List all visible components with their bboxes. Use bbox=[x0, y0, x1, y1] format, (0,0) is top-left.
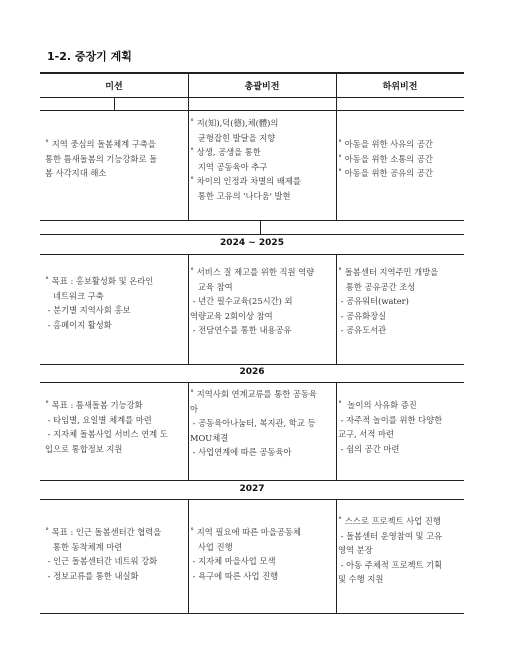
period-staff: ˚ 서비스 질 제고를 위한 직원 역량 교육 참여 - 년간 필수교육(25시간) 외 역량교육 2회이상 참여 - 전담연수를 통한 내용공유 bbox=[190, 267, 315, 335]
header-sub-vision: 하위비전 bbox=[382, 82, 418, 92]
mission-text: ˚ 지역 중심의 돌봄체계 구축을 통한 틈새돌봄의 기능강화로 돌 봄 사각지대 해소 bbox=[45, 139, 158, 178]
col-divider bbox=[336, 383, 337, 480]
header-divider bbox=[40, 97, 464, 98]
vision-spacer bbox=[40, 234, 464, 235]
col-divider bbox=[336, 72, 337, 110]
vision-bottom bbox=[40, 220, 464, 221]
year-divider bbox=[40, 382, 464, 383]
col-divider bbox=[188, 500, 189, 613]
period-staff: ˚ 지역 필요에 따른 마을공동체 사업 진행 - 지자체 마을사업 모색 - 욕구에 따른 사업 진행 bbox=[190, 527, 301, 581]
sub-vision-text: ˚ 아동을 위한 사유의 공간 ˚ 아동을 위한 소통의 공간 ˚ 아동을 위한 공유의 공간 bbox=[338, 139, 433, 178]
period-space: ˚ 스스로 프로젝트 사업 진행 - 돌봄센터 운영참여 및 고유 영역 분장 - 아동 주체적 프로젝트 기획 및 수행 지원 bbox=[338, 516, 443, 584]
period-year: 2026 bbox=[239, 367, 265, 377]
period-staff: ˚ 지역사회 연계교류를 통한 공동육 아 - 공동육아나눔터, 복지관, 학교 등 MOU체결 - 사업연계에 따른 공동육아 bbox=[190, 389, 317, 457]
period-goal: ˚ 목표 : 인근 돌봄센터간 협력을 통한 동착체계 마련 - 인근 돌봄센터간 네트워 강화 - 정보교류를 통한 내실화 bbox=[45, 527, 162, 581]
table-top-border bbox=[40, 72, 464, 74]
col-divider bbox=[336, 500, 337, 613]
col-divider bbox=[336, 255, 337, 364]
col-divider bbox=[188, 383, 189, 480]
period-space: ˚ 놀이의 사유화 증진 - 자주적 놀이를 위한 다양한 교구, 서적 마련 - 쉼의 공간 마련 bbox=[338, 400, 443, 454]
period-year: 2027 bbox=[239, 484, 265, 494]
header-mission: 미션 bbox=[105, 82, 123, 92]
period-goal: ˚ 목표 : 틈새돌봄 기능강화 - 타임별, 요일별 체계를 마련 - 지자체 돌봄사업 서비스 연계 도 입으로 통합정보 지원 bbox=[45, 400, 168, 454]
header-overall-vision: 총괄비전 bbox=[244, 82, 280, 92]
col-divider bbox=[260, 220, 261, 234]
col-divider bbox=[188, 72, 189, 110]
spacer-divider bbox=[40, 110, 464, 111]
year-divider bbox=[40, 254, 464, 255]
section-title: 1-2. 중장기 계획 bbox=[47, 50, 132, 63]
period-year: 2024 ~ 2025 bbox=[220, 238, 284, 248]
period-bottom bbox=[40, 364, 464, 365]
table-bottom-border bbox=[40, 613, 464, 614]
year-divider bbox=[40, 499, 464, 500]
col-divider bbox=[188, 255, 189, 364]
period-space: ˚ 돌봄센터 지역주민 개방을 통한 공유공간 조성 - 공유워터(water) - 공유화장실 - 공유도서관 bbox=[338, 267, 439, 335]
period-bottom bbox=[40, 480, 464, 481]
period-goal: ˚ 목표 : 홍보활성화 및 온라인 네트워크 구축 - 분기별 지역사회 홍보 - 홈페이지 활성화 bbox=[45, 276, 154, 330]
col-divider bbox=[114, 98, 115, 110]
col-divider bbox=[188, 111, 189, 220]
col-divider bbox=[336, 111, 337, 220]
overall-vision-text: ˚ 지(知),덕(德),체(體)의 균형잡힌 발달을 지향 ˚ 상생, 공생을 통한 지역 공동육아 추구 ˚ 차이의 인정과 차별의 배제를 통한 고유의 '나다움' 발현 bbox=[190, 118, 301, 201]
